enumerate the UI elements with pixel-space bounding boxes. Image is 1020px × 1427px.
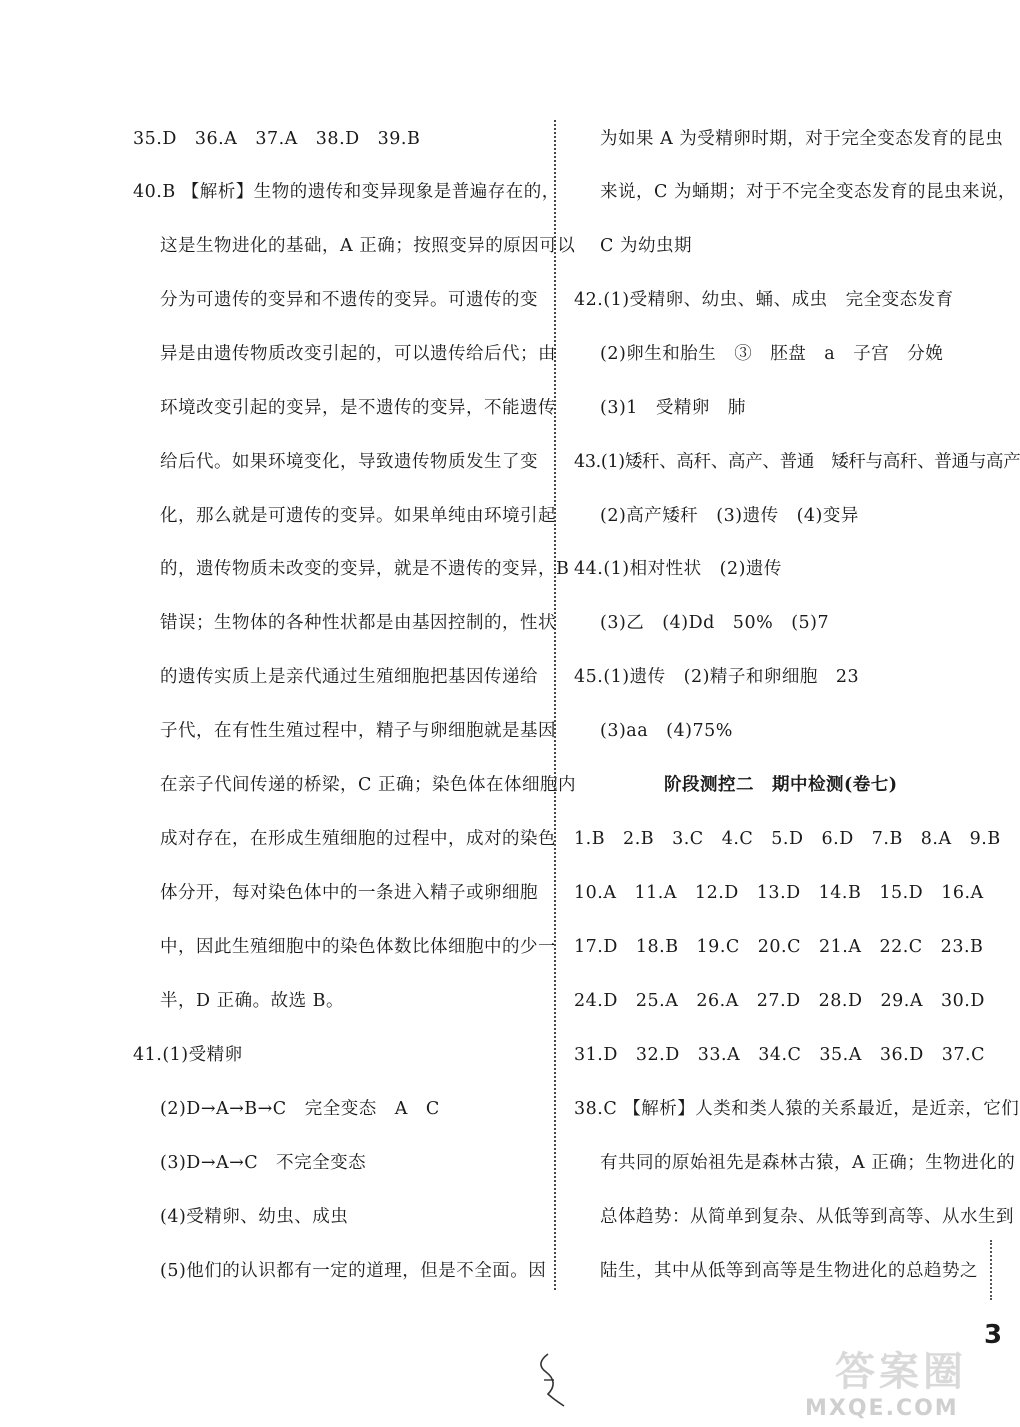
- left-line-1: 35.D 36.A 37.A 38.D 39.B: [133, 129, 421, 149]
- right-line-17: 24.D 25.A 26.A 27.D 28.D 29.A 30.D: [574, 991, 985, 1011]
- right-line-12: (3)aa (4)75%: [600, 721, 733, 741]
- left-line-18: 41.(1)受精卵: [133, 1045, 243, 1065]
- left-line-22: (5)他们的认识都有一定的道理，但是不全面。因: [160, 1261, 547, 1281]
- right-line-7: 43.(1)矮秆、高秆、高产、普通 矮秆与高秆、普通与高产: [574, 452, 1020, 472]
- left-line-15: 体分开，每对染色体中的一条进入精子或卵细胞: [160, 883, 538, 903]
- section-title: 阶段测控二 期中检测(卷七): [664, 775, 898, 795]
- column-divider: [554, 120, 556, 1290]
- left-line-4: 分为可遗传的变异和不遗传的变异。可遗传的变: [160, 290, 538, 310]
- right-line-20: 有共同的原始祖先是森林古猿，A 正确；生物进化的: [600, 1153, 1016, 1173]
- right-line-10: (3)乙 (4)Dd 50% (5)7: [600, 613, 830, 633]
- right-line-4: 42.(1)受精卵、幼虫、蛹、成虫 完全变态发育: [574, 290, 954, 310]
- right-line-6: (3)1 受精卵 肺: [600, 398, 746, 418]
- right-line-22: 陆生，其中从低等到高等是生物进化的总趋势之: [600, 1261, 978, 1281]
- left-line-9: 的，遗传物质未改变的变异，就是不遗传的变异，B: [160, 559, 570, 579]
- left-line-5: 异是由遗传物质改变引起的，可以遗传给后代；由: [160, 344, 556, 364]
- left-line-20: (3)D→A→C 不完全变态: [160, 1153, 367, 1173]
- left-line-3: 这是生物进化的基础，A 正确；按照变异的原因可以: [160, 236, 576, 256]
- edge-dots: [990, 1240, 992, 1300]
- left-line-8: 化，那么就是可遗传的变异。如果单纯由环境引起: [160, 506, 556, 526]
- right-line-1: 为如果 A 为受精卵时期，对于完全变态发育的昆虫: [600, 129, 1004, 149]
- left-line-10: 错误；生物体的各种性状都是由基因控制的，性状: [160, 613, 556, 633]
- left-line-13: 在亲子代间传递的桥梁，C 正确；染色体在体细胞内: [160, 775, 576, 795]
- right-line-8: (2)高产矮秆 (3)遗传 (4)变异: [600, 506, 859, 526]
- right-line-21: 总体趋势：从简单到复杂、从低等到高等、从水生到: [600, 1207, 1014, 1227]
- watermark-text: 答案圈: [835, 1349, 967, 1395]
- left-line-19: (2)D→A→B→C 完全变态 A C: [160, 1099, 440, 1119]
- left-line-11: 的遗传实质上是亲代通过生殖细胞把基因传递给: [160, 667, 538, 687]
- left-line-7: 给后代。如果环境变化，导致遗传物质发生了变: [160, 452, 538, 472]
- right-line-11: 45.(1)遗传 (2)精子和卵细胞 23: [574, 667, 860, 687]
- left-line-17: 半，D 正确。故选 B。: [160, 991, 345, 1011]
- right-line-5: (2)卵生和胎生 ③ 胚盘 a 子宫 分娩: [600, 344, 944, 364]
- watermark-url: MXQE.COM: [805, 1396, 959, 1421]
- right-line-9: 44.(1)相对性状 (2)遗传: [574, 559, 782, 579]
- left-line-2: 40.B 【解析】生物的遗传和变异现象是普遍存在的，: [133, 182, 560, 202]
- left-line-14: 成对存在，在形成生殖细胞的过程中，成对的染色: [160, 829, 556, 849]
- right-line-16: 17.D 18.B 19.C 20.C 21.A 22.C 23.B: [574, 937, 984, 957]
- left-line-16: 中，因此生殖细胞中的染色体数比体细胞中的少一: [160, 937, 556, 957]
- right-line-14: 1.B 2.B 3.C 4.C 5.D 6.D 7.B 8.A 9.B: [574, 829, 1001, 849]
- footer-squiggle-icon: [530, 1350, 570, 1410]
- page-number: 3: [984, 1320, 1003, 1350]
- right-line-15: 10.A 11.A 12.D 13.D 14.B 15.D 16.A: [574, 883, 984, 903]
- left-line-6: 环境改变引起的变异，是不遗传的变异，不能遗传: [160, 398, 556, 418]
- right-line-19: 38.C 【解析】人类和类人猿的关系最近，是近亲，它们: [574, 1099, 1020, 1119]
- right-line-3: C 为幼虫期: [600, 236, 692, 256]
- left-line-21: (4)受精卵、幼虫、成虫: [160, 1207, 349, 1227]
- left-line-12: 子代，在有性生殖过程中，精子与卵细胞就是基因: [160, 721, 556, 741]
- watermark-logo: [805, 1340, 995, 1424]
- right-line-18: 31.D 32.D 33.A 34.C 35.A 36.D 37.C: [574, 1045, 985, 1065]
- right-line-2: 来说，C 为蛹期；对于不完全变态发育的昆虫来说，: [600, 182, 1016, 202]
